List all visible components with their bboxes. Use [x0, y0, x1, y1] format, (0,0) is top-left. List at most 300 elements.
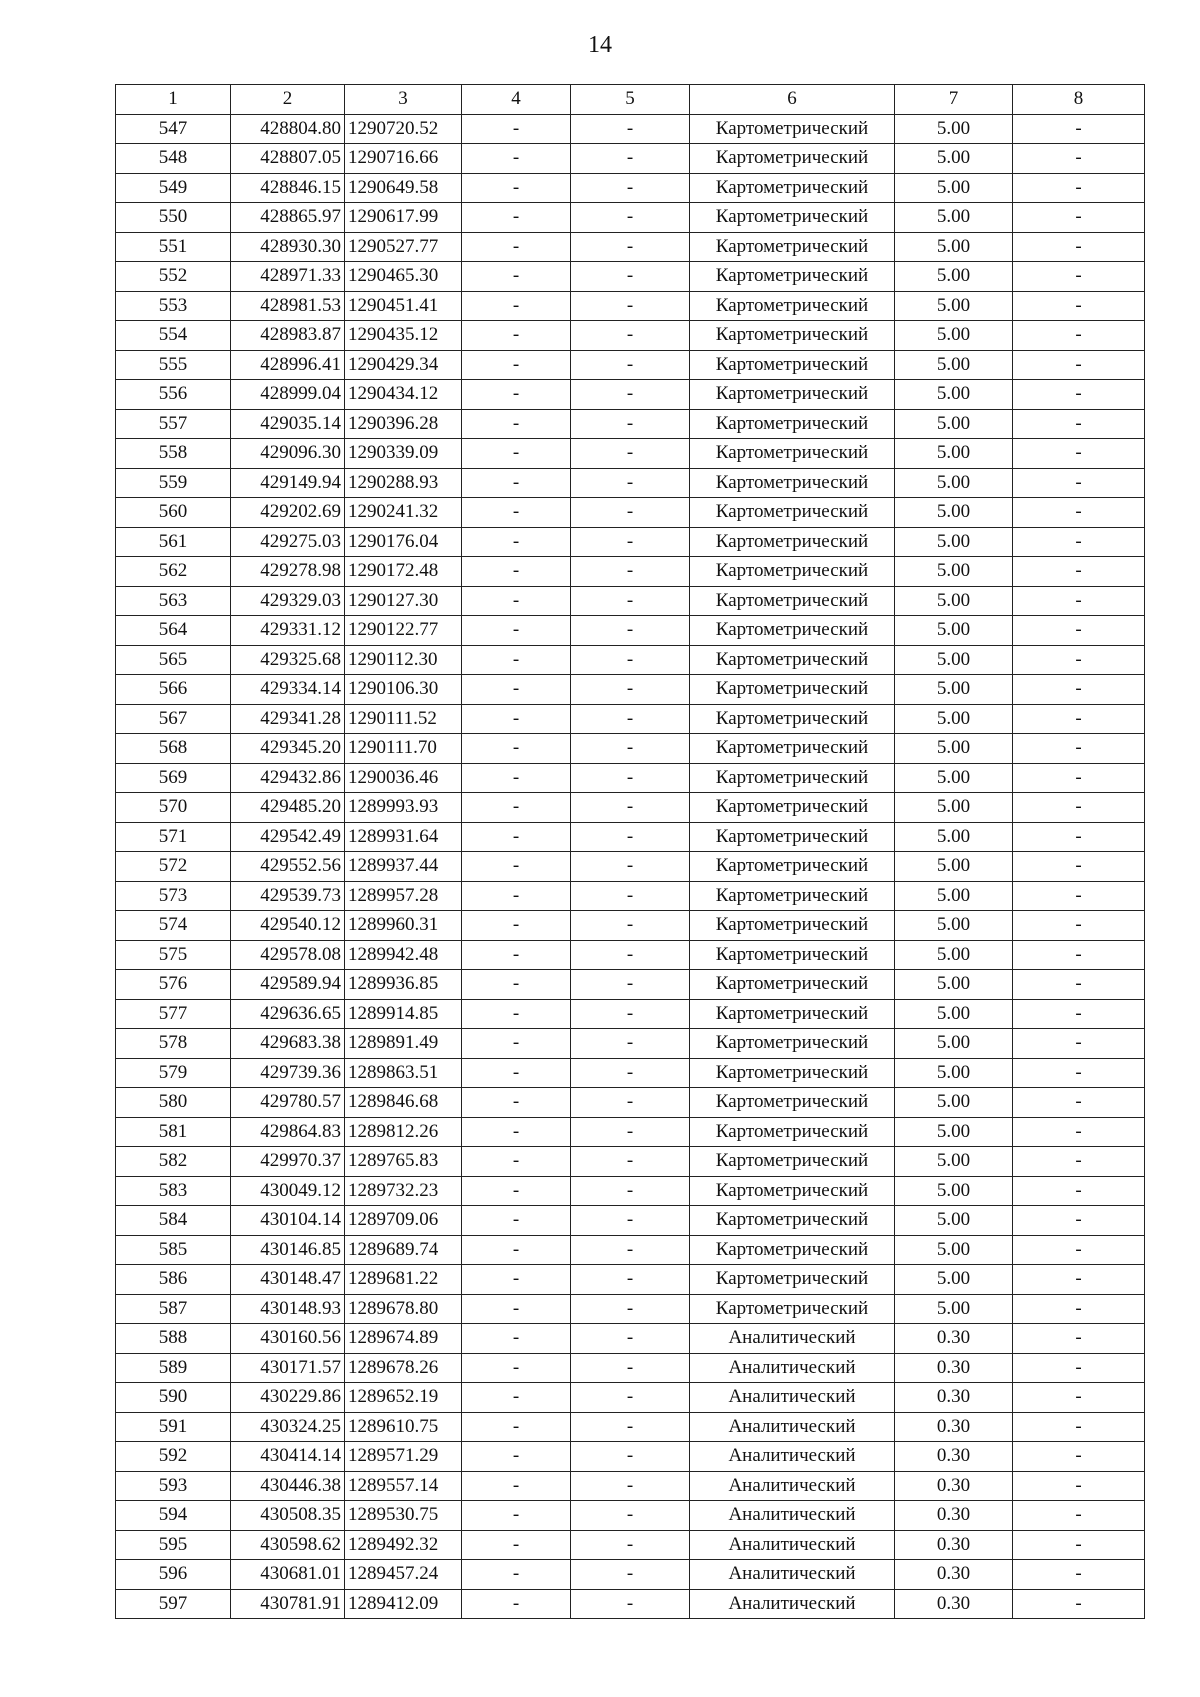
cell-col-8: -: [1013, 1294, 1145, 1324]
cell-accuracy: 5.00: [895, 911, 1013, 941]
table-row: [116, 557, 1145, 587]
cell-col-8: -: [1013, 704, 1145, 734]
cell-coord-x: 429683.38: [231, 1029, 345, 1059]
cell-method: Картометрический: [690, 1235, 895, 1265]
cell-point-number: 562: [116, 557, 231, 587]
cell-coord-y: 1290716.66: [345, 144, 462, 174]
cell-point-number: 574: [116, 911, 231, 941]
cell-method: Картометрический: [690, 350, 895, 380]
cell-coord-y: 1290176.04: [345, 527, 462, 557]
cell-point-number: 591: [116, 1412, 231, 1442]
cell-coord-y: 1289571.29: [345, 1442, 462, 1472]
cell-col-8: -: [1013, 468, 1145, 498]
cell-method: Картометрический: [690, 291, 895, 321]
cell-col-5: -: [571, 999, 690, 1029]
cell-accuracy: 0.30: [895, 1589, 1013, 1619]
cell-col-5: -: [571, 1147, 690, 1177]
cell-col-8: -: [1013, 232, 1145, 262]
cell-col-8: -: [1013, 409, 1145, 439]
cell-accuracy: 5.00: [895, 1206, 1013, 1236]
cell-col-5: -: [571, 262, 690, 292]
cell-accuracy: 5.00: [895, 439, 1013, 469]
cell-coord-y: 1290396.28: [345, 409, 462, 439]
cell-method: Картометрический: [690, 557, 895, 587]
cell-coord-y: 1289412.09: [345, 1589, 462, 1619]
cell-coord-y: 1290451.41: [345, 291, 462, 321]
cell-col-5: -: [571, 675, 690, 705]
cell-col-8: -: [1013, 1147, 1145, 1177]
cell-accuracy: 5.00: [895, 852, 1013, 882]
cell-point-number: 575: [116, 940, 231, 970]
cell-col-4: -: [462, 881, 571, 911]
cell-point-number: 579: [116, 1058, 231, 1088]
table-row: [116, 1501, 1145, 1531]
cell-coord-x: 430681.01: [231, 1560, 345, 1590]
column-header-5: 5: [571, 85, 690, 115]
cell-coord-y: 1290617.99: [345, 203, 462, 233]
cell-point-number: 558: [116, 439, 231, 469]
cell-accuracy: 5.00: [895, 203, 1013, 233]
cell-col-4: -: [462, 468, 571, 498]
cell-col-4: -: [462, 1353, 571, 1383]
cell-coord-x: 430324.25: [231, 1412, 345, 1442]
cell-method: Аналитический: [690, 1383, 895, 1413]
cell-coord-x: 430104.14: [231, 1206, 345, 1236]
table-row: [116, 409, 1145, 439]
cell-coord-x: 429780.57: [231, 1088, 345, 1118]
cell-accuracy: 5.00: [895, 675, 1013, 705]
cell-coord-y: 1289937.44: [345, 852, 462, 882]
cell-method: Аналитический: [690, 1560, 895, 1590]
table-row: [116, 793, 1145, 823]
cell-method: Картометрический: [690, 144, 895, 174]
cell-method: Картометрический: [690, 616, 895, 646]
cell-col-5: -: [571, 793, 690, 823]
cell-col-5: -: [571, 232, 690, 262]
cell-coord-x: 429578.08: [231, 940, 345, 970]
cell-coord-y: 1290172.48: [345, 557, 462, 587]
table-row: [116, 1058, 1145, 1088]
cell-coord-y: 1290241.32: [345, 498, 462, 528]
cell-accuracy: 0.30: [895, 1442, 1013, 1472]
cell-coord-y: 1290111.52: [345, 704, 462, 734]
table-row: [116, 1589, 1145, 1619]
cell-col-8: -: [1013, 1442, 1145, 1472]
cell-col-8: -: [1013, 1530, 1145, 1560]
cell-coord-y: 1289674.89: [345, 1324, 462, 1354]
page-number: 14: [588, 32, 612, 58]
cell-col-5: -: [571, 1117, 690, 1147]
cell-point-number: 548: [116, 144, 231, 174]
table-row: [116, 1029, 1145, 1059]
cell-col-8: -: [1013, 1353, 1145, 1383]
cell-coord-x: 429636.65: [231, 999, 345, 1029]
column-header-8: 8: [1013, 85, 1145, 115]
cell-col-5: -: [571, 1589, 690, 1619]
cell-coord-y: 1289492.32: [345, 1530, 462, 1560]
table-row: [116, 586, 1145, 616]
cell-col-4: -: [462, 734, 571, 764]
cell-col-4: -: [462, 940, 571, 970]
table-row: [116, 1117, 1145, 1147]
cell-method: Аналитический: [690, 1412, 895, 1442]
cell-col-4: -: [462, 409, 571, 439]
table-row: [116, 999, 1145, 1029]
cell-col-5: -: [571, 557, 690, 587]
table-row: [116, 1088, 1145, 1118]
cell-point-number: 580: [116, 1088, 231, 1118]
cell-col-4: -: [462, 321, 571, 351]
cell-coord-x: 429035.14: [231, 409, 345, 439]
cell-accuracy: 5.00: [895, 1117, 1013, 1147]
table-row: [116, 380, 1145, 410]
table-row: [116, 852, 1145, 882]
cell-method: Картометрический: [690, 527, 895, 557]
cell-point-number: 590: [116, 1383, 231, 1413]
cell-point-number: 588: [116, 1324, 231, 1354]
table-row: [116, 1147, 1145, 1177]
column-header-3: 3: [345, 85, 462, 115]
cell-method: Картометрический: [690, 940, 895, 970]
cell-method: Картометрический: [690, 1088, 895, 1118]
cell-accuracy: 5.00: [895, 1058, 1013, 1088]
cell-col-5: -: [571, 1530, 690, 1560]
cell-col-4: -: [462, 1294, 571, 1324]
cell-accuracy: 5.00: [895, 232, 1013, 262]
cell-col-5: -: [571, 763, 690, 793]
cell-col-4: -: [462, 262, 571, 292]
cell-method: Аналитический: [690, 1471, 895, 1501]
cell-col-4: -: [462, 1501, 571, 1531]
cell-col-8: -: [1013, 1088, 1145, 1118]
cell-accuracy: 5.00: [895, 321, 1013, 351]
cell-coord-y: 1289891.49: [345, 1029, 462, 1059]
cell-accuracy: 5.00: [895, 1294, 1013, 1324]
table-row: [116, 1206, 1145, 1236]
cell-col-8: -: [1013, 1029, 1145, 1059]
cell-col-4: -: [462, 1560, 571, 1590]
cell-point-number: 592: [116, 1442, 231, 1472]
cell-col-4: -: [462, 380, 571, 410]
cell-col-8: -: [1013, 1471, 1145, 1501]
cell-col-5: -: [571, 350, 690, 380]
table-row: [116, 232, 1145, 262]
cell-point-number: 594: [116, 1501, 231, 1531]
cell-col-4: -: [462, 1206, 571, 1236]
cell-coord-x: 429485.20: [231, 793, 345, 823]
table-row: [116, 675, 1145, 705]
cell-col-5: -: [571, 1176, 690, 1206]
table-row: [116, 173, 1145, 203]
table-row: [116, 881, 1145, 911]
cell-point-number: 587: [116, 1294, 231, 1324]
cell-method: Аналитический: [690, 1353, 895, 1383]
cell-col-8: -: [1013, 616, 1145, 646]
table-row: [116, 763, 1145, 793]
cell-col-5: -: [571, 1501, 690, 1531]
cell-col-5: -: [571, 1471, 690, 1501]
cell-accuracy: 5.00: [895, 557, 1013, 587]
cell-coord-y: 1289957.28: [345, 881, 462, 911]
cell-coord-x: 429540.12: [231, 911, 345, 941]
cell-coord-y: 1289530.75: [345, 1501, 462, 1531]
cell-col-8: -: [1013, 1383, 1145, 1413]
cell-method: Картометрический: [690, 1206, 895, 1236]
cell-col-5: -: [571, 1206, 690, 1236]
cell-method: Картометрический: [690, 1147, 895, 1177]
cell-accuracy: 5.00: [895, 734, 1013, 764]
cell-coord-x: 428999.04: [231, 380, 345, 410]
cell-method: Картометрический: [690, 734, 895, 764]
cell-col-5: -: [571, 881, 690, 911]
cell-accuracy: 0.30: [895, 1353, 1013, 1383]
cell-coord-x: 430781.91: [231, 1589, 345, 1619]
cell-coord-y: 1289732.23: [345, 1176, 462, 1206]
cell-coord-x: 429149.94: [231, 468, 345, 498]
cell-point-number: 567: [116, 704, 231, 734]
table-row: [116, 1412, 1145, 1442]
cell-method: Аналитический: [690, 1530, 895, 1560]
cell-accuracy: 5.00: [895, 1235, 1013, 1265]
table-row: [116, 1294, 1145, 1324]
cell-col-8: -: [1013, 498, 1145, 528]
cell-method: Картометрический: [690, 999, 895, 1029]
table-header: [116, 85, 1145, 115]
cell-col-5: -: [571, 409, 690, 439]
cell-col-4: -: [462, 675, 571, 705]
table-row: [116, 734, 1145, 764]
cell-col-8: -: [1013, 822, 1145, 852]
cell-col-8: -: [1013, 527, 1145, 557]
cell-col-4: -: [462, 557, 571, 587]
cell-col-4: -: [462, 1412, 571, 1442]
cell-col-5: -: [571, 380, 690, 410]
cell-coord-x: 429331.12: [231, 616, 345, 646]
cell-coord-y: 1289678.26: [345, 1353, 462, 1383]
cell-method: Картометрический: [690, 409, 895, 439]
cell-col-4: -: [462, 527, 571, 557]
cell-coord-x: 429589.94: [231, 970, 345, 1000]
cell-method: Картометрический: [690, 203, 895, 233]
column-header-2: 2: [231, 85, 345, 115]
cell-col-4: -: [462, 1471, 571, 1501]
cell-col-8: -: [1013, 557, 1145, 587]
cell-coord-y: 1290288.93: [345, 468, 462, 498]
cell-col-5: -: [571, 1235, 690, 1265]
cell-method: Картометрический: [690, 468, 895, 498]
table-row: [116, 1560, 1145, 1590]
cell-col-5: -: [571, 911, 690, 941]
cell-col-4: -: [462, 439, 571, 469]
table-row: [116, 645, 1145, 675]
cell-col-4: -: [462, 1265, 571, 1295]
cell-point-number: 578: [116, 1029, 231, 1059]
cell-col-4: -: [462, 1029, 571, 1059]
cell-coord-y: 1289681.22: [345, 1265, 462, 1295]
cell-point-number: 547: [116, 114, 231, 144]
cell-method: Картометрический: [690, 232, 895, 262]
cell-coord-x: 428983.87: [231, 321, 345, 351]
cell-col-4: -: [462, 1176, 571, 1206]
cell-point-number: 584: [116, 1206, 231, 1236]
cell-coord-y: 1290720.52: [345, 114, 462, 144]
cell-col-8: -: [1013, 1324, 1145, 1354]
cell-col-4: -: [462, 822, 571, 852]
cell-point-number: 561: [116, 527, 231, 557]
cell-coord-x: 430171.57: [231, 1353, 345, 1383]
cell-coord-y: 1290527.77: [345, 232, 462, 262]
cell-col-5: -: [571, 940, 690, 970]
cell-col-8: -: [1013, 1235, 1145, 1265]
cell-coord-x: 428804.80: [231, 114, 345, 144]
cell-col-4: -: [462, 1058, 571, 1088]
table-row: [116, 822, 1145, 852]
table-row: [116, 1353, 1145, 1383]
cell-point-number: 549: [116, 173, 231, 203]
table-row: [116, 468, 1145, 498]
cell-accuracy: 5.00: [895, 1176, 1013, 1206]
cell-point-number: 556: [116, 380, 231, 410]
cell-coord-x: 429970.37: [231, 1147, 345, 1177]
cell-point-number: 582: [116, 1147, 231, 1177]
cell-col-5: -: [571, 1088, 690, 1118]
cell-coord-x: 430148.47: [231, 1265, 345, 1295]
cell-accuracy: 0.30: [895, 1560, 1013, 1590]
cell-accuracy: 5.00: [895, 114, 1013, 144]
cell-coord-x: 429864.83: [231, 1117, 345, 1147]
cell-col-8: -: [1013, 645, 1145, 675]
cell-col-4: -: [462, 970, 571, 1000]
cell-coord-x: 428807.05: [231, 144, 345, 174]
cell-method: Картометрический: [690, 911, 895, 941]
cell-coord-x: 430446.38: [231, 1471, 345, 1501]
cell-coord-x: 429341.28: [231, 704, 345, 734]
cell-method: Картометрический: [690, 793, 895, 823]
cell-coord-y: 1290434.12: [345, 380, 462, 410]
cell-coord-y: 1290127.30: [345, 586, 462, 616]
cell-point-number: 583: [116, 1176, 231, 1206]
coordinates-table: [115, 84, 1145, 1619]
cell-col-8: -: [1013, 734, 1145, 764]
cell-col-8: -: [1013, 1412, 1145, 1442]
cell-col-4: -: [462, 616, 571, 646]
cell-col-4: -: [462, 645, 571, 675]
cell-point-number: 555: [116, 350, 231, 380]
cell-coord-y: 1289942.48: [345, 940, 462, 970]
cell-accuracy: 5.00: [895, 1029, 1013, 1059]
table-row: [116, 350, 1145, 380]
cell-point-number: 589: [116, 1353, 231, 1383]
cell-col-5: -: [571, 527, 690, 557]
cell-point-number: 593: [116, 1471, 231, 1501]
column-header-6: 6: [690, 85, 895, 115]
column-header-7: 7: [895, 85, 1013, 115]
cell-col-5: -: [571, 468, 690, 498]
table-row: [116, 439, 1145, 469]
cell-coord-y: 1289931.64: [345, 822, 462, 852]
cell-col-8: -: [1013, 586, 1145, 616]
cell-method: Картометрический: [690, 763, 895, 793]
cell-point-number: 559: [116, 468, 231, 498]
cell-col-8: -: [1013, 675, 1145, 705]
cell-col-8: -: [1013, 1589, 1145, 1619]
cell-coord-x: 429345.20: [231, 734, 345, 764]
cell-point-number: 568: [116, 734, 231, 764]
cell-point-number: 551: [116, 232, 231, 262]
cell-col-4: -: [462, 1383, 571, 1413]
cell-method: Картометрический: [690, 114, 895, 144]
cell-col-5: -: [571, 734, 690, 764]
cell-col-8: -: [1013, 1176, 1145, 1206]
cell-col-4: -: [462, 911, 571, 941]
cell-coord-y: 1289610.75: [345, 1412, 462, 1442]
cell-col-8: -: [1013, 911, 1145, 941]
cell-col-5: -: [571, 1058, 690, 1088]
cell-col-5: -: [571, 291, 690, 321]
table-row: [116, 144, 1145, 174]
cell-method: Картометрический: [690, 1176, 895, 1206]
cell-col-4: -: [462, 498, 571, 528]
cell-col-4: -: [462, 1589, 571, 1619]
table-row: [116, 970, 1145, 1000]
cell-col-8: -: [1013, 144, 1145, 174]
cell-col-8: -: [1013, 881, 1145, 911]
cell-coord-x: 429325.68: [231, 645, 345, 675]
cell-point-number: 550: [116, 203, 231, 233]
cell-col-5: -: [571, 173, 690, 203]
cell-col-5: -: [571, 144, 690, 174]
cell-coord-y: 1289765.83: [345, 1147, 462, 1177]
cell-col-8: -: [1013, 350, 1145, 380]
cell-method: Аналитический: [690, 1442, 895, 1472]
cell-col-8: -: [1013, 173, 1145, 203]
cell-col-8: -: [1013, 763, 1145, 793]
cell-coord-x: 428971.33: [231, 262, 345, 292]
cell-accuracy: 5.00: [895, 616, 1013, 646]
table-row: [116, 940, 1145, 970]
cell-method: Картометрический: [690, 586, 895, 616]
cell-col-8: -: [1013, 970, 1145, 1000]
cell-coord-x: 429552.56: [231, 852, 345, 882]
cell-accuracy: 5.00: [895, 468, 1013, 498]
cell-col-4: -: [462, 144, 571, 174]
cell-accuracy: 5.00: [895, 291, 1013, 321]
cell-point-number: 565: [116, 645, 231, 675]
cell-col-8: -: [1013, 321, 1145, 351]
cell-col-5: -: [571, 1383, 690, 1413]
cell-col-5: -: [571, 1265, 690, 1295]
cell-coord-y: 1289678.80: [345, 1294, 462, 1324]
cell-col-5: -: [571, 645, 690, 675]
cell-point-number: 586: [116, 1265, 231, 1295]
cell-method: Картометрический: [690, 704, 895, 734]
table-row: [116, 1442, 1145, 1472]
cell-point-number: 596: [116, 1560, 231, 1590]
cell-col-4: -: [462, 114, 571, 144]
cell-col-5: -: [571, 1560, 690, 1590]
cell-method: Аналитический: [690, 1589, 895, 1619]
cell-coord-y: 1289652.19: [345, 1383, 462, 1413]
cell-col-8: -: [1013, 1265, 1145, 1295]
cell-point-number: 577: [116, 999, 231, 1029]
cell-col-4: -: [462, 173, 571, 203]
cell-accuracy: 5.00: [895, 999, 1013, 1029]
cell-accuracy: 0.30: [895, 1501, 1013, 1531]
cell-coord-x: 429739.36: [231, 1058, 345, 1088]
cell-method: Картометрический: [690, 822, 895, 852]
cell-point-number: 597: [116, 1589, 231, 1619]
cell-accuracy: 5.00: [895, 586, 1013, 616]
